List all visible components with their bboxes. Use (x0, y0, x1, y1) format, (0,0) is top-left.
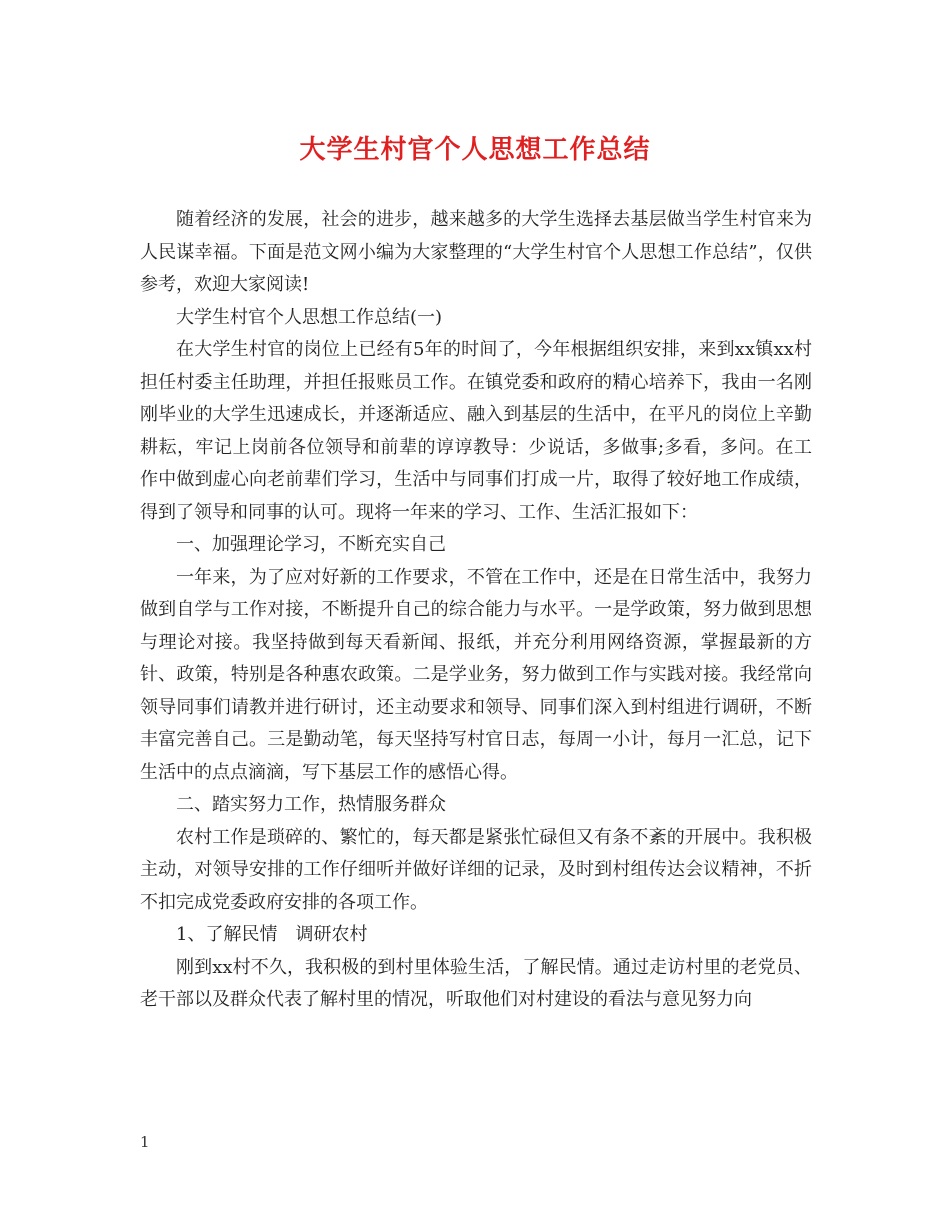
body-paragraph: 在大学生村官的岗位上已经有5年的时间了，今年根据组织安排，来到xx镇xx村担任村委主任助理，并担任报账员工作。在镇党委和政府的精心培养下，我由一名刚刚毕业的大学生迅速成长，并逐渐适应、融入到基层的生活中，在平凡的岗位上辛勤耕耘，牢记上岗前各位领导和前辈的谆谆教导：少说话，多做事;多看，多问。在工作中做到虚心向老前辈们学习，生活中与同事们打成一片，取得了较好地工作成绩，得到了领导和同事的认可。现将一年来的学习、工作、生活汇报如下： (140, 339, 812, 523)
section-heading-theory-study: 一、加强理论学习，不断充实自己 (176, 534, 446, 555)
subsection-heading-understand-people: 1、了解民情 调研农村 (176, 924, 368, 945)
document-title: 大学生村官个人思想工作总结 (299, 135, 651, 165)
page-number: 1 (140, 1133, 150, 1151)
body-paragraph: 一年来，为了应对好新的工作要求，不管在工作中，还是在日常生活中，我努力做到自学与工作对接，不断提升自己的综合能力与水平。一是学政策，努力做到思想与理论对接。我坚持做到每天看新闻、报纸，并充分利用网络资源，掌握最新的方针、政策，特别是各种惠农政策。二是学业务，努力做到工作与实践对接。我经常向领导同事们请教并进行研讨，还主动要求和领导、同事们深入到村组进行调研，不断丰富完善自己。三是勤动笔，每天坚持写村官日志，每周一小计，每月一汇总，记下生活中的点点滴滴，写下基层工作的感悟心得。 (140, 566, 812, 783)
section-heading-part-one: 大学生村官个人思想工作总结(一) (176, 306, 443, 328)
section-heading-serve-people: 二、踏实努力工作，热情服务群众 (176, 794, 446, 815)
body-paragraph: 刚到xx村不久，我积极的到村里体验生活，了解民情。通过走访村里的老党员、老干部以及群众代表了解村里的情况，听取他们对村建设的看法与意见努力向 (140, 956, 812, 1010)
document-body (140, 204, 812, 1017)
intro-paragraph: 随着经济的发展，社会的进步，越来越多的大学生选择去基层做当学生村官来为人民谋幸福。下面是范文网小编为大家整理的“大学生村官个人思想工作总结”，仅供参考，欢迎大家阅读! (140, 209, 812, 295)
body-paragraph: 农村工作是琐碎的、繁忙的，每天都是紧张忙碌但又有条不紊的开展中。我积极主动，对领导安排的工作仔细听并做好详细的记录，及时到村组传达会议精神，不折不扣完成党委政府安排的各项工作。 (140, 826, 812, 913)
